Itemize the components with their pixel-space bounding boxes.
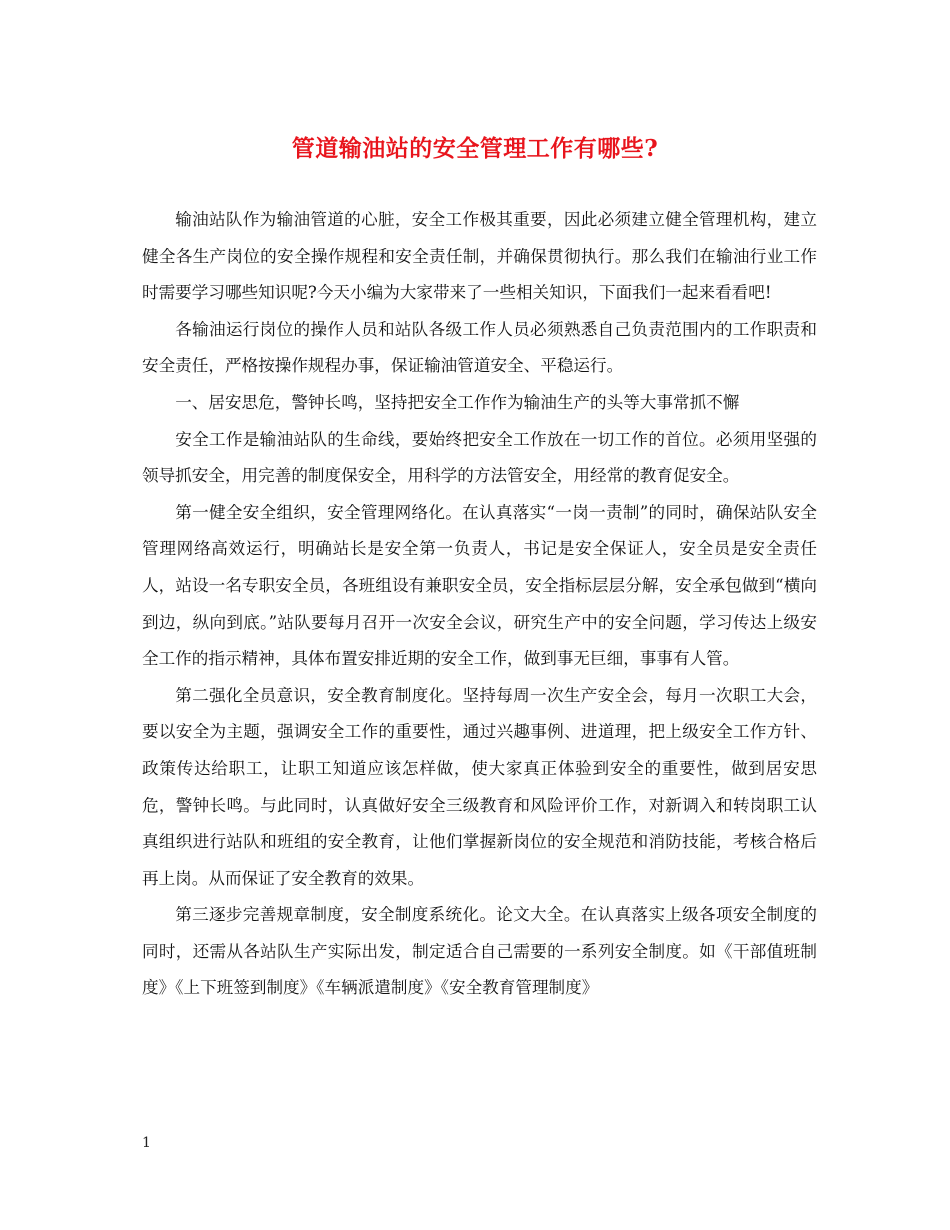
- paragraph-first-organization: 第一健全安全组织，安全管理网络化。在认真落实“一岗一责制”的同时，确保站队安全管理网络高效运行，明确站长是安全第一负责人，书记是安全保证人，安全员是安全责任人，站设一名专职安全员，各班组设有兼职安全员，安全指标层层分解，安全承包做到“横向到边，纵向到底。”站队要每月召开一次安全会议，研究生产中的安全问题，学习传达上级安全工作的指示精神，具体布置安排近期的安全工作，做到事无巨细，事事有人管。: [142, 502, 817, 669]
- paragraph-lifeline: 安全工作是输油站队的生命线，要始终把安全工作放在一切工作的首位。必须用坚强的领导抓安全，用完善的制度保安全，用科学的方法管安全，用经常的教育促安全。: [142, 429, 817, 486]
- paragraph-responsibility: 各输油运行岗位的操作人员和站队各级工作人员必须熟悉自己负责范围内的工作职责和安全责任，严格按操作规程办事，保证输油管道安全、平稳运行。: [142, 319, 817, 376]
- page-number: 1: [142, 1135, 151, 1151]
- paragraph-third-rules: 第三逐步完善规章制度，安全制度系统化。论文大全。在认真落实上级各项安全制度的同时，还需从各站队生产实际出发，制定适合自己需要的一系列安全制度。如《干部值班制度》《上下班签到制度》《车辆派遣制度》《安全教育管理制度》: [142, 905, 817, 998]
- paragraph-second-education: 第二强化全员意识，安全教育制度化。坚持每周一次生产安全会，每月一次职工大会，要以安全为主题，强调安全工作的重要性，通过兴趣事例、进道理，把上级安全工作方针、政策传达给职工，让职工知道应该怎样做，使大家真正体验到安全的重要性，做到居安思危，警钟长鸣。与此同时，认真做好安全三级教育和风险评价工作，对新调入和转岗职工认真组织进行站队和班组的安全教育，让他们掌握新岗位的安全规范和消防技能，考核合格后再上岗。从而保证了安全教育的效果。: [142, 685, 817, 888]
- document-title: 管道输油站的安全管理工作有哪些?: [291, 135, 659, 162]
- section-heading-one: 一、居安思危，警钟长鸣，坚持把安全工作作为输油生产的头等大事常抓不懈: [175, 392, 740, 412]
- document-body: [142, 202, 817, 1007]
- paragraph-intro: 输油站队作为输油管道的心脏，安全工作极其重要，因此必须建立健全管理机构，建立健全各生产岗位的安全操作规程和安全责任制，并确保贯彻执行。那么我们在输油行业工作时需要学习哪些知识呢?今天小编为大家带来了一些相关知识，下面我们一起来看看吧!: [142, 210, 817, 303]
